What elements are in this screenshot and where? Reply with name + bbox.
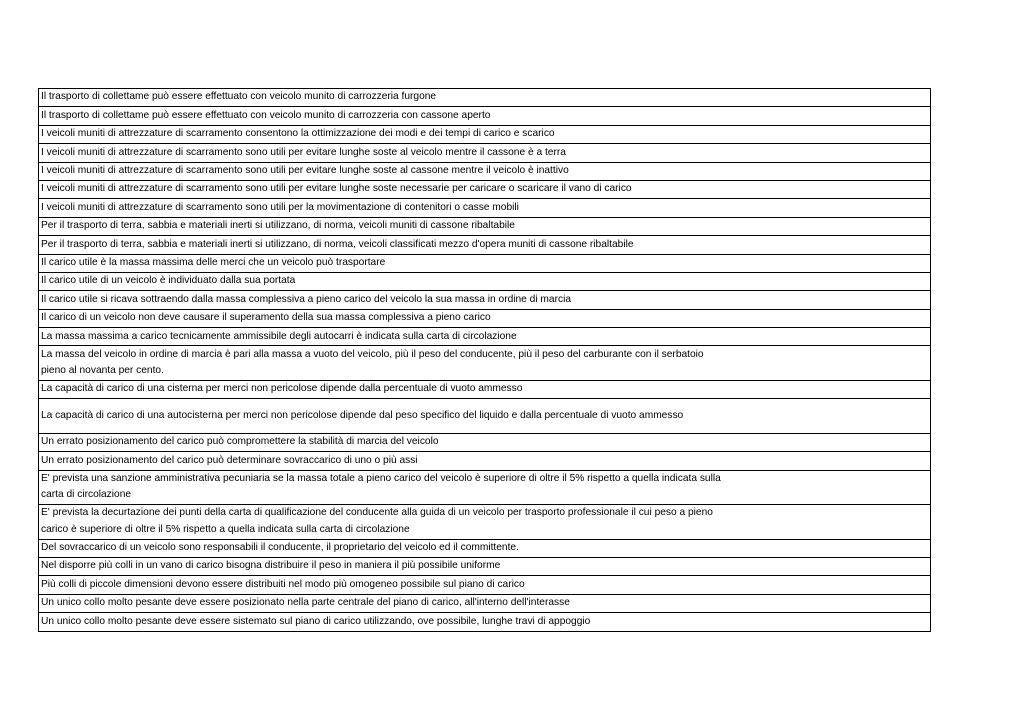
cell-text: Un errato posizionamento del carico può determinare sovraccarico di uno o più assi xyxy=(41,454,418,466)
cell-text: Un unico collo molto pesante deve essere sistemato sul piano di carico utilizzando, ove possibile, lunghe travi di appoggio xyxy=(41,615,591,627)
cell-text: Per il trasporto di terra, sabbia e materiali inerti si utilizzano, di norma, veicoli classificati mezzo d'opera muniti di cassone ribaltabile xyxy=(41,238,634,250)
table-row xyxy=(39,180,931,198)
cell-text: I veicoli muniti di attrezzature di scarramento sono utili per evitare lunghe soste necessarie per caricare o scaricare il vano di carico xyxy=(41,183,632,195)
table-cell[interactable] xyxy=(39,291,931,309)
table-cell[interactable] xyxy=(39,346,931,381)
cell-text: I veicoli muniti di attrezzature di scarramento sono utili per la movimentazione di contenitori o casse mobili xyxy=(41,201,519,213)
table-row xyxy=(39,272,931,290)
cell-text: Il carico di un veicolo non deve causare il superamento della sua massa complessiva a pieno carico xyxy=(41,312,491,324)
cell-text: La massa del veicolo in ordine di marcia è pari alla massa a vuoto del veicolo, più il peso del conducente, più il peso del carburante con il serbatoio pieno al novanta per cento. xyxy=(41,348,704,377)
table-row xyxy=(39,346,931,381)
table-row xyxy=(39,217,931,235)
table-row xyxy=(39,107,931,125)
table-cell[interactable] xyxy=(39,309,931,327)
table-row xyxy=(39,125,931,143)
cell-text: E' prevista una sanzione amministrativa pecuniaria se la massa totale a pieno carico del veicolo è superiore di oltre il 5% rispetto a quella indicata sulla carta di circolazione xyxy=(41,472,721,501)
table-cell[interactable] xyxy=(39,576,931,594)
table-row xyxy=(39,309,931,327)
table-cell[interactable] xyxy=(39,217,931,235)
cell-text: Il carico utile di un veicolo è individuato dalla sua portata xyxy=(41,275,296,287)
table-row xyxy=(39,470,931,505)
table-cell[interactable] xyxy=(39,558,931,576)
table-row xyxy=(39,380,931,398)
table-row xyxy=(39,144,931,162)
statements-table xyxy=(38,88,931,632)
table-row xyxy=(39,452,931,470)
table-cell[interactable] xyxy=(39,399,931,434)
cell-text: Un unico collo molto pesante deve essere posizionato nella parte centrale del piano di carico, all'interno dell'interasse xyxy=(41,597,570,609)
table-cell[interactable] xyxy=(39,613,931,631)
table-cell[interactable] xyxy=(39,236,931,254)
cell-text: La massa massima a carico tecnicamente ammissibile degli autocarri è indicata sulla carta di circolazione xyxy=(41,330,517,342)
table-cell[interactable] xyxy=(39,470,931,505)
table-row xyxy=(39,254,931,272)
cell-text: Il carico utile si ricava sottraendo dalla massa complessiva a pieno carico del veicolo la sua massa in ordine di marcia xyxy=(41,293,571,305)
table-row xyxy=(39,594,931,612)
cell-text: I veicoli muniti di attrezzature di scarramento sono utili per evitare lunghe soste al veicolo mentre il cassone è a terra xyxy=(41,146,566,158)
cell-text: La capacità di carico di una autocisterna per merci non pericolose dipende dal peso specifico del liquido e dalla percentuale di vuoto ammesso xyxy=(41,409,684,421)
cell-text: I veicoli muniti di attrezzature di scarramento consentono la ottimizzazione dei modi e dei tempi di carico e scarico xyxy=(41,128,555,140)
table-row xyxy=(39,576,931,594)
cell-text: Del sovraccarico di un veicolo sono responsabili il conducente, il proprietario del veicolo ed il committente. xyxy=(41,542,519,554)
table-row xyxy=(39,539,931,557)
table-cell[interactable] xyxy=(39,89,931,107)
table-cell[interactable] xyxy=(39,505,931,540)
table-cell[interactable] xyxy=(39,433,931,451)
table-cell[interactable] xyxy=(39,594,931,612)
table-cell[interactable] xyxy=(39,328,931,346)
table-cell[interactable] xyxy=(39,254,931,272)
cell-text: Il trasporto di collettame può essere effettuato con veicolo munito di carrozzeria con cassone aperto xyxy=(41,109,491,121)
cell-text: E' prevista la decurtazione dei punti della carta di qualificazione del conducente alla guida di un veicolo per trasporto professionale il cui peso a pieno carico è superiore di oltre il 5% rispetto a quella indicata sulla carta di circolazione xyxy=(41,507,713,535)
cell-text: Il carico utile è la massa massima delle merci che un veicolo può trasportare xyxy=(41,256,386,268)
table-row xyxy=(39,558,931,576)
table-cell[interactable] xyxy=(39,539,931,557)
table-cell[interactable] xyxy=(39,144,931,162)
table-row xyxy=(39,613,931,631)
table-row xyxy=(39,89,931,107)
cell-text: Un errato posizionamento del carico può compromettere la stabilità di marcia del veicolo xyxy=(41,436,439,448)
table-row xyxy=(39,199,931,217)
cell-text: Più colli di piccole dimensioni devono essere distribuiti nel modo più omogeneo possibile sul piano di carico xyxy=(41,578,525,590)
table-row xyxy=(39,433,931,451)
table-cell[interactable] xyxy=(39,162,931,180)
table-cell[interactable] xyxy=(39,125,931,143)
table-row xyxy=(39,505,931,540)
cell-text: Per il trasporto di terra, sabbia e materiali inerti si utilizzano, di norma, veicoli muniti di cassone ribaltabile xyxy=(41,220,515,232)
table-row xyxy=(39,328,931,346)
cell-text: La capacità di carico di una cisterna per merci non pericolose dipende dalla percentuale di vuoto ammesso xyxy=(41,383,523,395)
table-cell[interactable] xyxy=(39,452,931,470)
table-cell[interactable] xyxy=(39,180,931,198)
table-row xyxy=(39,399,931,434)
table-cell[interactable] xyxy=(39,107,931,125)
table-row xyxy=(39,236,931,254)
table-row xyxy=(39,162,931,180)
table-cell[interactable] xyxy=(39,272,931,290)
cell-text: Il trasporto di collettame può essere effettuato con veicolo munito di carrozzeria furgone xyxy=(41,91,437,103)
table-cell[interactable] xyxy=(39,380,931,398)
table-cell[interactable] xyxy=(39,199,931,217)
cell-text: Nel disporre più colli in un vano di carico bisogna distribuire il peso in maniera il più possibile uniforme xyxy=(41,560,501,572)
table-row xyxy=(39,291,931,309)
cell-text: I veicoli muniti di attrezzature di scarramento sono utili per evitare lunghe soste al cassone mentre il veicolo è inattivo xyxy=(41,165,569,176)
